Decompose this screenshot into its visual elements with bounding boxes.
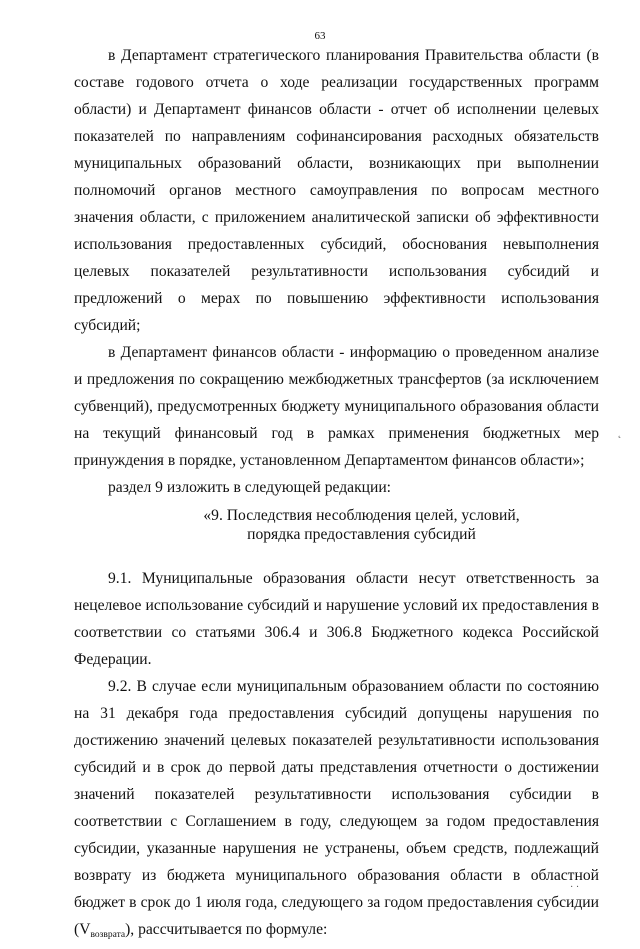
paragraph-section-9-intro: раздел 9 изложить в следующей редакции: [108,479,392,496]
paragraph-9-1: 9.1. Муниципальные образования области несут ответственность за нецелевое использование субсидий и нарушение условий их предоставления в соответствии со статьями 306.4 и 306.8 Бюджетного кодекса Российской Федерации. [74,570,599,668]
paragraph-strategic-planning: в Департамент стратегического планирования Правительства области (в составе годового отчета о ходе реализации государственных программ области) и Департамент финансов области - отчет об исполнении целевых показателей по направлениям софинансирования расходных обязательств муниципальных образований области, возникающих при выполнении полномочий органов местного самоуправления по вопросам местного значения области, с приложением аналитической записки об эффективности использования предоставленных субсидий, обоснования невыполнения целевых показателей результативности использования субсидий и предложений о мерах по повышению эффективности использования субсидий; [74,47,599,334]
section-heading-line-2: порядка предоставления субсидий [247,526,476,543]
section-heading [74,506,599,544]
v-subscript: возврата [90,930,126,940]
paragraph-9-2-end: ), рассчитывается по формуле: [125,921,328,938]
scan-artifact-dots: · · [570,882,580,893]
section-heading-line-1: «9. Последствия несоблюдения целей, условий, [203,507,520,524]
paragraph-9-2 [74,673,599,949]
paragraph-finance-department: в Департамент финансов области - информацию о проведенном анализе и предложения по сокращению межбюджетных трансфертов (за исключением субвенций), предусмотренных бюджету муниципального образования области на текущий финансовый год в рамках применения бюджетных мер принуждения в порядке, установленном Департаментом финансов области»; [74,344,599,469]
page-number: 63 [314,30,326,42]
scan-artifact-mark: ˛ [618,428,622,439]
document-body [74,42,599,949]
paragraph-9-2-text: 9.2. В случае если муниципальным образованием области по состоянию на 31 декабря года предоставления субсидий допущены нарушения по достижению значений целевых показателей результативности использования субсидий и в срок до первой даты представления отчетности о достижении значений показателей результативности использования субсидии в соответствии с Соглашением в году, следующем за годом предоставления субсидии, указанные нарушения не устранены, объем средств, подлежащий возврату из бюджета муниципального образования области в областной бюджет в срок до 1 июля года, следующего за годом предоставления субсидии (V [74,678,599,938]
